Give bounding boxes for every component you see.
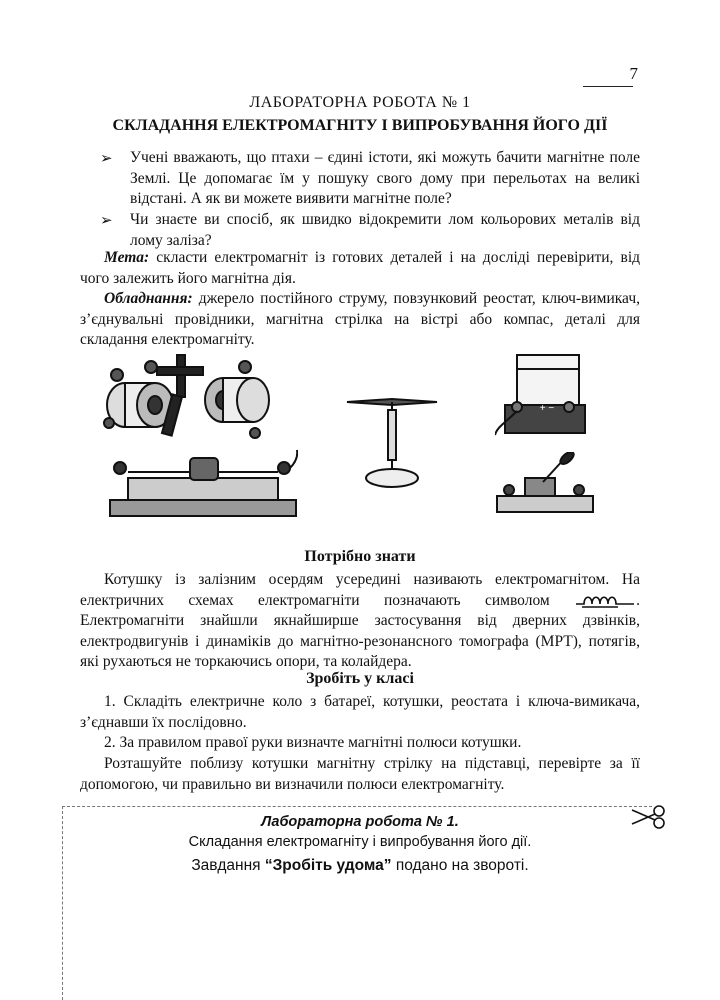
goal-label: Мета: [104, 249, 150, 266]
cut-line-horizontal [62, 806, 652, 807]
slip-note-bold: “Зробіть удома” [264, 857, 392, 874]
equipment-label: Обладнання: [104, 290, 193, 307]
coil-parts-illustration [95, 345, 270, 440]
page-number: 7 [629, 64, 638, 83]
class-step: 2. За правилом правої руки визначте магнітні полюси котушки. [104, 734, 522, 751]
equipment-text: джерело постійного струму, повзунковий реостат, ключ-вимикач, з’єднувальні провідники, магнітна стрілка на вістрі або компас, деталі для складання електромагніту. [80, 290, 640, 348]
equipment-paragraph [80, 289, 640, 351]
do-in-class-heading: Зробіть у класі [306, 670, 414, 687]
lab-title: ЛАБОРАТОРНА РОБОТА № 1 [249, 94, 471, 111]
page-number-rule [583, 86, 633, 87]
slip-subtitle: Складання електромагніту і випробування його дії. [188, 834, 532, 850]
slip-title: Лабораторна робота № 1. [261, 814, 459, 830]
magnetic-needle-illustration [342, 390, 447, 495]
arrow-bullet-icon: ➢ [100, 211, 113, 229]
need-to-know-text-start: Котушку із залізним осердям усередині називають електромагнітом. На електричних схемах електромагніти позначають символом [80, 571, 640, 609]
rheostat-illustration [108, 448, 298, 520]
class-step: 1. Складіть електричне коло з батареї, котушки, реостата і ключа-вимикача, з’єднавши їх послідовно. [80, 693, 640, 731]
arrow-bullet-icon: ➢ [100, 149, 113, 167]
battery-illustration [495, 345, 595, 440]
key-switch-illustration [495, 452, 595, 516]
need-to-know-text-end: . Електромагніти знайшли якнайширше застосування від дверних дзвінків, електродвигунів і динаміків до магнітно-резонансного томографа (МРТ), потягів, які рухаються не торкаючись опори, та колайдера. [80, 591, 640, 670]
goal-paragraph [80, 248, 640, 289]
slip-note-end: подано на звороті. [391, 857, 529, 874]
question-bullet [100, 148, 640, 210]
need-to-know-heading: Потрібно знати [304, 548, 416, 565]
battery-signs: + − [539, 403, 555, 414]
question-text: Чи знаєте ви спосіб, як швидко відокремити лом кольорових металів від лому заліза? [130, 211, 640, 249]
electromagnet-symbol-icon [574, 592, 636, 608]
class-final-instruction: Розташуйте поблизу котушки магнітну стрілку на підставці, перевірте за її допомогою, чи правильно ви визначили полюси електромагніту. [80, 755, 640, 793]
need-to-know-paragraph [80, 570, 640, 673]
goal-text: скласти електромагніт із готових деталей і на досліді перевірити, від чого залежить його магнітна дія. [80, 249, 641, 287]
lab-subtitle: СКЛАДАННЯ ЕЛЕКТРОМАГНІТУ І ВИПРОБУВАННЯ ЙОГО ДІЇ [112, 117, 608, 134]
slip-note-start: Завдання [191, 857, 265, 874]
slip-note [0, 857, 720, 875]
question-bullet [100, 210, 640, 251]
question-text: Учені вважають, що птахи – єдині істоти, які можуть бачити магнітне поле Землі. Це допомагає їм у пошуку свого дому при перельотах на великі відстані. А як ви можете виявити магнітне поле? [130, 149, 640, 207]
